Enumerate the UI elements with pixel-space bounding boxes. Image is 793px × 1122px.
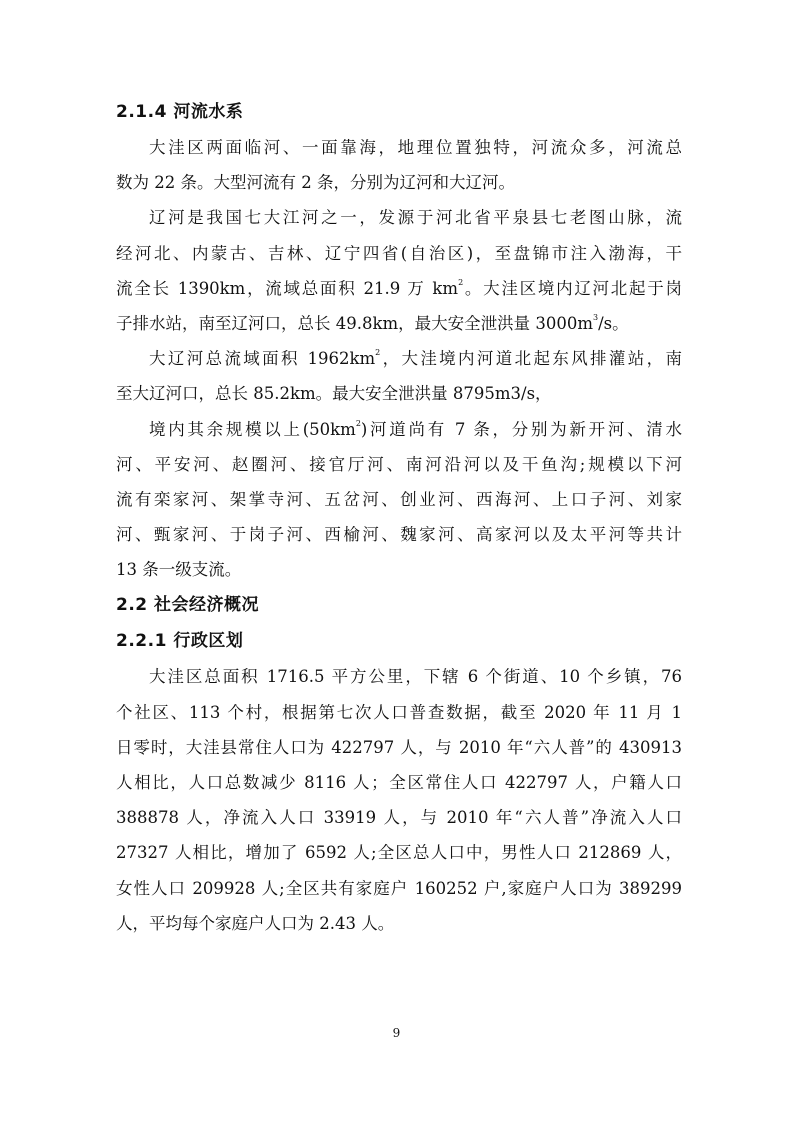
text-line xyxy=(116,306,682,341)
text-line: 大洼区总面积 1716.5 平方公里，下辖 6 个街道、10 个乡镇，76 xyxy=(149,667,682,687)
text-line: 辽河是我国七大江河之一，发源于河北省平泉县七老图山脉，流 xyxy=(149,208,682,228)
text-segment: 。大洼区境内辽河北起于岗 xyxy=(463,278,683,298)
text-line: 数为 22 条。大型河流有 2 条，分别为辽河和大辽河。 xyxy=(116,173,515,193)
text-line: 河、平安河、赵圈河、接官厅河、南河沿河以及干鱼沟;规模以下河 xyxy=(116,454,682,474)
text-segment: 子排水站，南至辽河口，总长 49.8km，最大安全泄洪量 3000m xyxy=(116,313,594,333)
text-line: 河、甄家河、于岗子河、西榆河、魏家河、高家河以及太平河等共计 xyxy=(116,525,682,545)
text-line: 人，平均每个家庭户人口为 2.43 人。 xyxy=(116,913,395,933)
text-segment: 流全长 1390km，流域总面积 21.9 万 km xyxy=(116,278,459,298)
text-line xyxy=(116,412,682,447)
paragraph-administrative-division xyxy=(116,659,682,941)
page-number: 9 xyxy=(392,1026,401,1040)
superscript-square: 2 xyxy=(375,348,381,358)
text-line xyxy=(116,271,682,306)
paragraph-daliao-river xyxy=(116,341,682,411)
text-line: 人相比，人口总数减少 8116 人；全区常住人口 422797 人，户籍人口 xyxy=(116,773,682,792)
section-heading-2-2-1: 2.2.1 行政区划 xyxy=(116,631,244,652)
text-line: 个社区、113 个村，根据第七次人口普查数据，截至 2020 年 11 月 1 xyxy=(116,702,682,722)
superscript-square: 2 xyxy=(458,277,464,287)
text-line: 27327 人相比，增加了 6592 人;全区总人口中，男性人口 212869 人， xyxy=(116,843,682,863)
text-segment: /s。 xyxy=(598,313,629,333)
document-body xyxy=(116,94,682,941)
text-line xyxy=(116,341,682,376)
text-line: 至大辽河口，总长 85.2km。最大安全泄洪量 8795m3/s， xyxy=(116,384,552,404)
text-line: 流有栾家河、架掌寺河、五岔河、创业河、西海河、上口子河、刘家 xyxy=(116,489,682,509)
paragraph-other-rivers xyxy=(116,412,682,588)
text-line: 388878 人，净流入人口 33919 人，与 2010 年“六人普”净流入人口 xyxy=(116,808,682,828)
text-segment: 境内其余规模以上(50km xyxy=(149,419,356,439)
text-line: 女性人口 209928 人;全区共有家庭户 160252 户,家庭户人口为 389299 xyxy=(116,878,682,898)
text-line: 经河北、内蒙古、吉林、辽宁四省(自治区)，至盘锦市注入渤海，干 xyxy=(116,243,682,263)
section-heading-2-1-4: 2.1.4 河流水系 xyxy=(116,102,244,122)
text-line: 日零时，大洼县常住人口为 422797 人，与 2010 年“六人普”的 430913 xyxy=(116,737,682,757)
section-heading-2-2: 2.2 社会经济概况 xyxy=(116,595,260,616)
paragraph-liao-river xyxy=(116,200,682,341)
superscript-square: 2 xyxy=(355,418,361,428)
text-segment: )河道尚有 7 条，分别为新开河、清水 xyxy=(360,419,682,439)
text-line: 大洼区两面临河、一面靠海，地理位置独特，河流众多，河流总 xyxy=(149,138,682,157)
text-line: 13 条一级支流。 xyxy=(116,560,242,580)
text-segment: 大辽河总流域面积 1962km xyxy=(149,349,376,369)
superscript-cube: 3 xyxy=(593,312,599,322)
text-segment: ，大洼境内河道北起东风排灌站，南 xyxy=(380,349,683,369)
paragraph-river-overview xyxy=(116,130,682,200)
